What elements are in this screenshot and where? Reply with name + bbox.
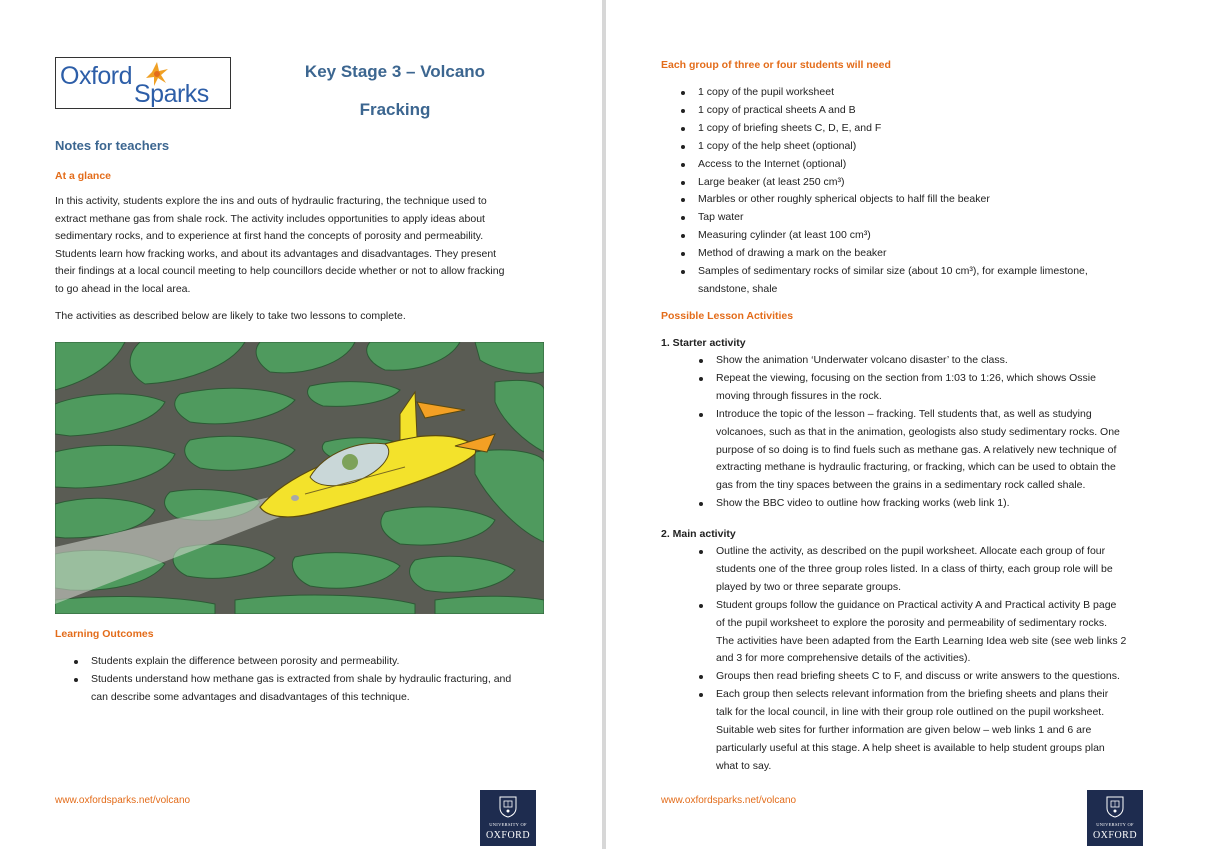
list-item-line: moving through fissures in the rock. — [716, 389, 882, 402]
list-item-line: Student groups follow the guidance on Practical activity A and Practical activity B page — [716, 598, 1117, 611]
list-item-line: Marbles or other roughly spherical objects to half fill the beaker — [698, 193, 990, 206]
footer-website-link[interactable]: www.oxfordsparks.net/volcano — [661, 795, 797, 806]
logo-word-oxford: Oxford — [60, 62, 133, 90]
list-item-line: 1 copy of practical sheets A and B — [698, 103, 856, 116]
list-item-line: Outline the activity, as described on the pupil worksheet. Allocate each group of four — [716, 545, 1106, 557]
list-item-line: Access to the Internet (optional) — [698, 157, 847, 170]
list-item-line: Students explain the difference between porosity and permeability. — [91, 655, 400, 667]
list-item — [698, 84, 1178, 102]
learning-outcomes-list — [91, 653, 561, 707]
list-item-line: Suitable web sites for further information are given below – web links 1 and 6 are — [716, 724, 1092, 737]
list-item — [698, 138, 1178, 156]
intro-line: In this activity, students explore the ins and outs of hydraulic fracturing, the technique used to — [55, 195, 487, 207]
main-activity-list — [716, 543, 1186, 776]
list-item-line: talk for the local council, in line with their group role outlined on the pupil worksheet. — [716, 706, 1105, 719]
list-item-line: what to say. — [716, 759, 772, 772]
logo-word-sparks: Sparks — [134, 80, 209, 108]
list-item-line: Show the BBC video to outline how fracking works (web link 1). — [716, 497, 1010, 510]
materials-heading: Each group of three or four students will need — [661, 59, 891, 71]
list-item — [716, 543, 1186, 597]
oxford-sparks-logo — [55, 57, 231, 109]
list-item — [716, 370, 1186, 406]
list-item-line: Samples of sedimentary rocks of similar size (about 10 cm³), for example limestone, — [698, 265, 1088, 278]
list-item-line: Students understand how methane gas is extracted from shale by hydraulic fracturing, and — [91, 672, 512, 685]
duration-text: The activities as described below are likely to take two lessons to complete. — [55, 310, 406, 322]
oxford-crest-icon — [1106, 796, 1124, 818]
list-item — [91, 653, 561, 671]
list-item — [716, 668, 1186, 686]
list-item — [716, 406, 1186, 496]
list-item-line: Repeat the viewing, focusing on the section from 1:03 to 1:26, which shows Ossie — [716, 371, 1096, 384]
list-item-line: 1 copy of the pupil worksheet — [698, 86, 834, 98]
lesson-activities-heading: Possible Lesson Activities — [661, 310, 794, 322]
list-item-line: 1 copy of the help sheet (optional) — [698, 139, 857, 152]
list-item — [698, 209, 1178, 227]
page-subtitle: Fracking — [359, 100, 431, 119]
list-item — [698, 263, 1178, 299]
intro-line: Students learn how fracking works, and about its advantages and disadvantages. They present — [55, 247, 497, 260]
list-item-line: extracting methane is hydraulic fracturing, or fracking, which can be used to obtain the — [716, 461, 1116, 474]
list-item-line: and 3 for more comprehensive details of the activities). — [716, 652, 971, 665]
intro-paragraph — [55, 193, 555, 299]
list-item-line: purpose of so doing is to find fuels such as methane gas. A relatively new technique of — [716, 443, 1117, 456]
footer-website-link[interactable]: www.oxfordsparks.net/volcano — [55, 795, 191, 806]
list-item-line: Large beaker (at least 250 cm³) — [698, 175, 845, 188]
list-item-line: played by two or three separate groups. — [716, 580, 902, 593]
list-item-line: The activities have been adapted from the Earth Learning Idea web site (see web links 2 — [716, 634, 1127, 647]
list-item — [716, 495, 1186, 513]
intro-line: extract methane gas from shale rock. The activity includes opportunities to apply ideas about — [55, 212, 485, 225]
list-item — [698, 174, 1178, 192]
list-item-line: 1 copy of briefing sheets C, D, E, and F — [698, 121, 882, 134]
list-item — [716, 352, 1186, 370]
list-item — [698, 245, 1178, 263]
list-item-line: volcanoes, such as that in the animation, geologists also study sedimentary rocks. One — [716, 425, 1120, 438]
list-item-line: Groups then read briefing sheets C to F, and discuss or write answers to the questions. — [716, 670, 1120, 683]
list-item-line: Each group then selects relevant information from the briefing sheets and plans their — [716, 688, 1109, 701]
at-a-glance-heading: At a glance — [55, 170, 112, 182]
list-item — [698, 227, 1178, 245]
university-of-oxford-logo — [1087, 790, 1143, 846]
university-of-oxford-logo — [480, 790, 536, 846]
list-item-line: of the pupil worksheet to explore the porosity and permeability of sedimentary rocks. — [716, 616, 1108, 629]
list-item — [698, 156, 1178, 174]
list-item — [91, 671, 561, 707]
oxford-label: OXFORD — [485, 830, 531, 841]
list-item — [698, 102, 1178, 120]
starter-activity-heading: 1. Starter activity — [661, 337, 746, 349]
notes-heading: Notes for teachers — [55, 138, 170, 153]
list-item-line: gas from the tiny spaces between the grains in a sedimentary rock called shale. — [716, 479, 1086, 492]
learning-outcomes-heading: Learning Outcomes — [55, 628, 154, 640]
university-of-label: UNIVERSITY OF — [489, 822, 527, 827]
oxford-crest-icon — [499, 796, 517, 818]
oxford-label: OXFORD — [1092, 830, 1138, 841]
list-item — [716, 686, 1186, 776]
list-item — [698, 191, 1178, 209]
right-page — [606, 0, 1209, 849]
list-item-line: Method of drawing a mark on the beaker — [698, 247, 887, 260]
materials-list — [698, 84, 1178, 299]
intro-line: their findings at a local council meeting to help councillors decide whether or not to allow fracking — [55, 265, 505, 278]
intro-line: sedimentary rocks, and to experience at first hand the concepts of porosity and permeability. — [55, 230, 484, 243]
fracking-submarine-illustration — [55, 342, 544, 614]
left-page — [0, 0, 602, 849]
list-item-line: Measuring cylinder (at least 100 cm³) — [698, 229, 871, 242]
university-of-label: UNIVERSITY OF — [1096, 822, 1134, 827]
list-item-line: Show the animation ‘Underwater volcano disaster’ to the class. — [716, 354, 1008, 366]
list-item — [716, 597, 1186, 669]
list-item-line: students one of the three group roles listed. In a class of thirty, each group role will be — [716, 562, 1113, 575]
list-item-line: Tap water — [698, 211, 744, 224]
list-item-line: Introduce the topic of the lesson – fracking. Tell students that, as well as studying — [716, 407, 1092, 420]
starter-activity-list — [716, 352, 1186, 513]
list-item — [698, 120, 1178, 138]
page-title: Key Stage 3 – Volcano — [304, 62, 486, 81]
intro-line: to go ahead in the local area. — [55, 282, 191, 295]
main-activity-heading: 2. Main activity — [661, 528, 736, 540]
list-item-line: particularly useful at this stage. A help sheet is available to help student groups plan — [716, 741, 1105, 754]
list-item-line: can describe some advantages and disadvantages of this technique. — [91, 690, 410, 703]
list-item-line: sandstone, shale — [698, 282, 778, 295]
